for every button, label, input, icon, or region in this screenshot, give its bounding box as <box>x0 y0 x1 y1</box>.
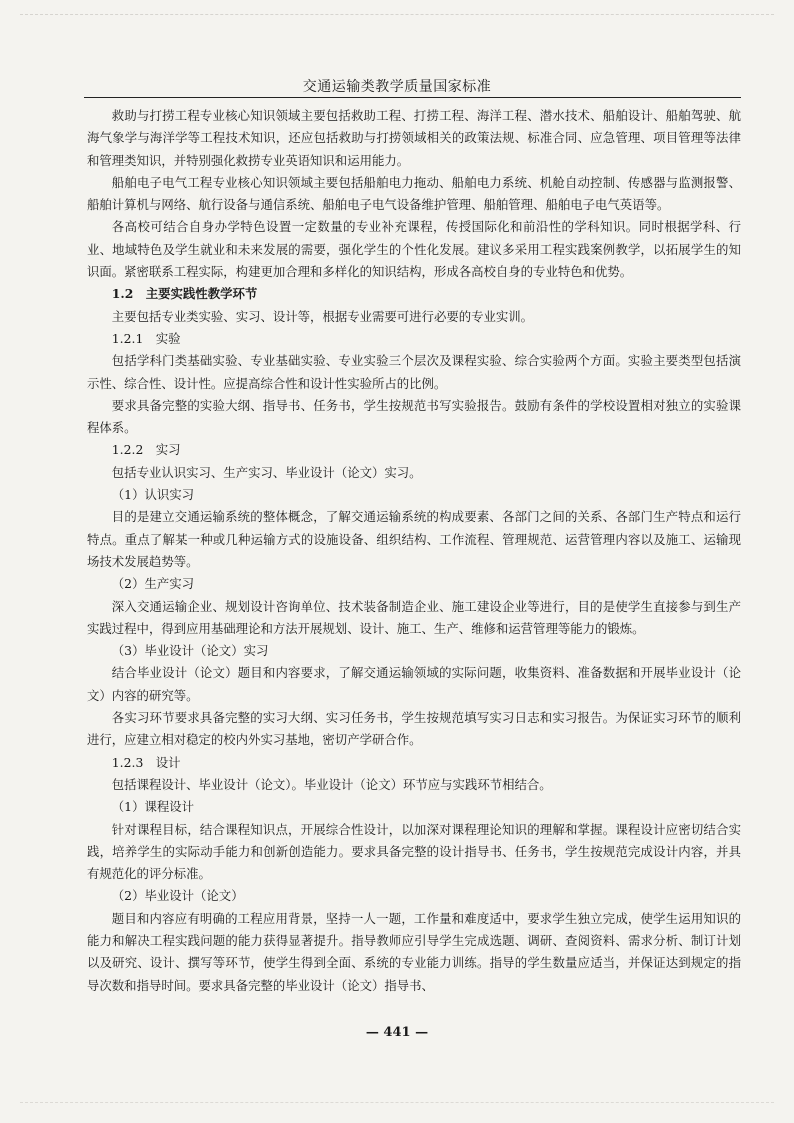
header-rule <box>84 97 741 98</box>
paragraph: 各实习环节要求具备完整的实习大纲、实习任务书，学生按规范填写实习日志和实习报告。为保证实习环节的顺利进行，应建立相对稳定的校内外实习基地，密切产学研合作。 <box>87 710 741 748</box>
paragraph: 包括学科门类基础实验、专业基础实验、专业实验三个层次及课程实验、综合实验两个方面。实验主要类型包括演示性、综合性、设计性。应提高综合性和设计性实验所占的比例。 <box>87 353 741 391</box>
scan-artifact-bottom <box>20 1102 774 1107</box>
paragraph: 救助与打捞工程专业核心知识领域主要包括救助工程、打捞工程、海洋工程、潜水技术、船舶设计、船舶驾驶、航海气象学与海洋学等工程技术知识，还应包括救助与打捞领域相关的政策法规、标准合同、应急管理、项目管理等法律和管理类知识，并特别强化救捞专业英语知识和运用能力。 <box>87 108 741 168</box>
paragraph: 包括课程设计、毕业设计（论文）。毕业设计（论文）环节应与实践环节相结合。 <box>111 776 552 792</box>
body-text <box>87 105 741 997</box>
subsection-heading: （1）课程设计 <box>111 799 195 815</box>
running-header-title: 交通运输类教学质量国家标准 <box>302 79 492 95</box>
paragraph: 针对课程目标，结合课程知识点，开展综合性设计，以加深对课程理论知识的理解和掌握。课程设计应密切结合实践，培养学生的实际动手能力和创新创造能力。要求具备完整的设计指导书、任务书，学生按规范完成设计内容，并具有规范化的评分标准。 <box>87 821 741 882</box>
page-number: — 441 — <box>365 1025 429 1040</box>
subsection-heading: （2）生产实习 <box>111 576 195 592</box>
paragraph: 主要包括专业类实验、实习、设计等，根据专业需要可进行必要的专业实训。 <box>111 308 534 324</box>
paragraph: 包括专业认识实习、生产实习、毕业设计（论文）实习。 <box>111 464 422 480</box>
section-heading: 1.2 主要实践性教学环节 <box>111 286 258 302</box>
subsection-heading: 1.2.1 实验 <box>111 330 181 346</box>
subsection-heading: 1.2.3 设计 <box>111 754 181 770</box>
paragraph: 各高校可结合自身办学特色设置一定数量的专业补充课程，传授国际化和前沿性的学科知识。同时根据学科、行业、地域特色及学生就业和未来发展的需要，强化学生的个性化发展。建议多采用工程实践案例教学，以拓展学生的知识面。紧密联系工程实际，构建更加合理和多样化的知识结构，形成各高校自身的专业特色和优势。 <box>87 219 741 280</box>
paragraph: 结合毕业设计（论文）题目和内容要求，了解交通运输领域的实际问题，收集资料、准备数据和开展毕业设计（论文）内容的研究等。 <box>87 665 741 703</box>
subsection-heading: （1）认识实习 <box>111 487 195 503</box>
paragraph: 题目和内容应有明确的工程应用背景，坚持一人一题，工作量和难度适中，要求学生独立完成，使学生运用知识的能力和解决工程实践问题的能力获得显著提升。指导教师应引导学生完成选题、调研、查阅资料、需求分析、制订计划以及研究、设计、撰写等环节，使学生得到全面、系统的专业能力训练。指导的学生数量应适当，并保证达到规定的指导次数和指导时间。要求具备完整的毕业设计（论文）指导书、 <box>87 910 741 993</box>
subsection-heading: （2）毕业设计（论文） <box>111 888 244 904</box>
subsection-heading: （3）毕业设计（论文）实习 <box>111 643 269 659</box>
paragraph: 船舶电子电气工程专业核心知识领域主要包括船舶电力拖动、船舶电力系统、机舱自动控制、传感器与监测报警、船舶计算机与网络、航行设备与通信系统、船舶电子电气设备维护管理、船舶管理、船舶电子电气英语等。 <box>87 174 741 213</box>
paragraph: 要求具备完整的实验大纲、指导书、任务书，学生按规范书写实验报告。鼓励有条件的学校设置相对独立的实验课程体系。 <box>87 397 741 436</box>
paragraph: 深入交通运输企业、规划设计咨询单位、技术装备制造企业、施工建设企业等进行，目的是使学生直接参与到生产实践过程中，得到应用基础理论和方法开展规划、设计、施工、生产、维修和运营管理等能力的锻炼。 <box>87 598 741 636</box>
paragraph: 目的是建立交通运输系统的整体概念，了解交通运输系统的构成要素、各部门之间的关系、各部门生产特点和运行特点。重点了解某一种或几种运输方式的设施设备、组织结构、工作流程、管理规范、运营管理内容以及施工、运输现场技术发展趋势等。 <box>87 509 741 569</box>
scan-artifact-top <box>20 14 774 19</box>
subsection-heading: 1.2.2 实习 <box>111 442 181 458</box>
